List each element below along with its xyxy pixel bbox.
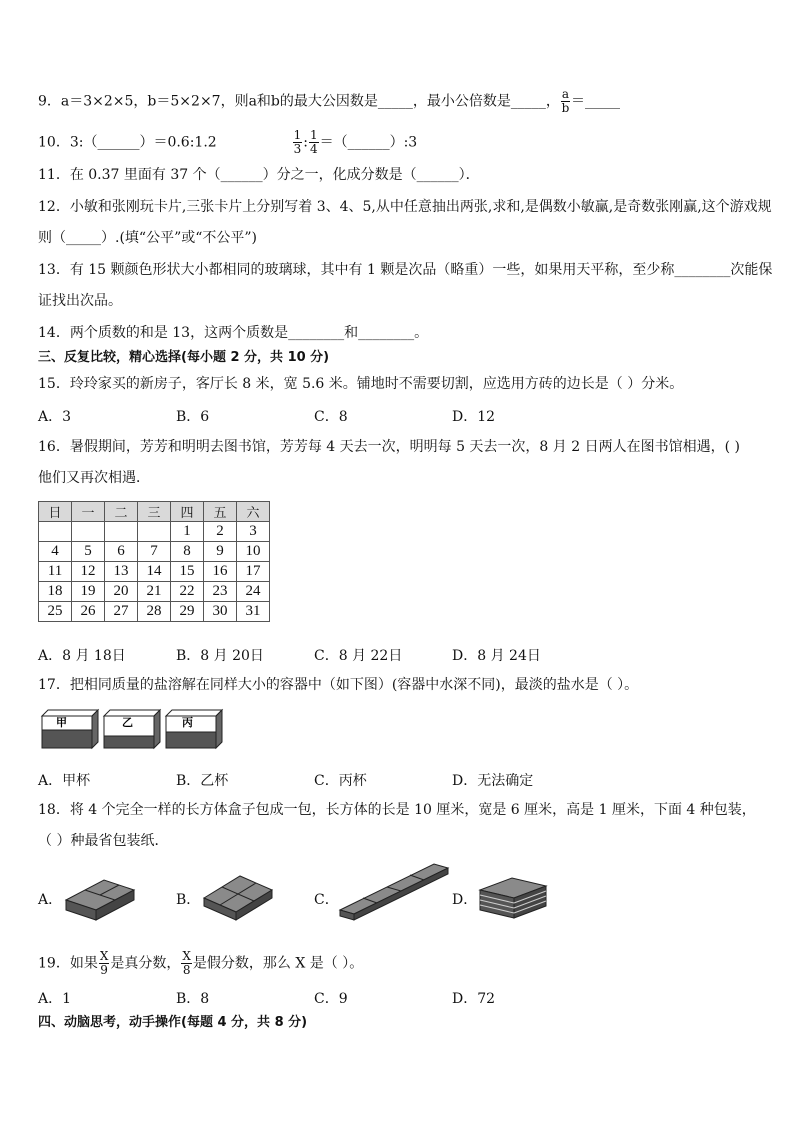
calendar-cell: 5 [72, 542, 105, 562]
q9-fraction: $\frac{a}{b}$ [561, 87, 570, 115]
q17-option-c[interactable]: C．丙杯 [314, 773, 367, 789]
calendar-row [39, 602, 270, 622]
calendar-cell: 15 [171, 562, 204, 582]
q18-package-c [336, 860, 452, 922]
q19-option-d[interactable]: D．72 [452, 991, 496, 1007]
calendar-cell [72, 522, 105, 542]
calendar-cell: 23 [204, 582, 237, 602]
calendar-cell: 24 [237, 582, 270, 602]
container-jia [42, 710, 98, 748]
container-yi [104, 710, 160, 748]
calendar-header-cell: 一 [72, 502, 105, 522]
calendar-cell: 19 [72, 582, 105, 602]
calendar-header-row [39, 502, 270, 522]
q18-package-a [62, 870, 138, 922]
container-label: 乙 [122, 716, 133, 729]
q18-package-d [476, 872, 552, 922]
calendar-cell [138, 522, 171, 542]
calendar-cell: 7 [138, 542, 171, 562]
q19 [38, 950, 363, 977]
q10-right: ＝（______）:3 [319, 134, 418, 151]
q16-option-a[interactable]: A．8 月 18日 [38, 648, 126, 664]
calendar-cell [39, 522, 72, 542]
q14: 14．两个质数的和是 13，这两个质数是________和________。 [38, 325, 429, 341]
q16-option-b[interactable]: B．8 月 20日 [176, 648, 264, 664]
calendar-header-cell: 日 [39, 502, 72, 522]
q12-line1: 12．小敏和张刚玩卡片,三张卡片上分别写着 3、4、5,从中任意抽出两张,求和,是偶数小敏赢,是奇数张刚赢,这个游戏规 [38, 199, 772, 215]
q10-left: 10．3:（______）＝0.6:1.2 [38, 134, 217, 151]
calendar-row [39, 522, 270, 542]
q17-option-b[interactable]: B．乙杯 [176, 773, 229, 789]
q17: 17．把相同质量的盐溶解在同样大小的容器中（如下图）(容器中水深不同)，最淡的盐水是（ ）。 [38, 677, 639, 693]
q16-option-d[interactable]: D．8 月 24日 [452, 648, 541, 664]
q19-mid: 是真分数， [110, 955, 181, 972]
calendar-row [39, 542, 270, 562]
q12-line2: 则（_____）.(填“公平”或“不公平”) [38, 230, 258, 246]
calendar-cell: 12 [72, 562, 105, 582]
calendar-cell: 28 [138, 602, 171, 622]
q18-line1: 18．将 4 个完全一样的长方体盒子包成一包，长方体的长是 10 厘米，宽是 6 厘米，高是 1 厘米，下面 4 种包装， [38, 802, 756, 818]
section4-heading: 四、动脑思考，动手操作(每题 4 分，共 8 分) [38, 1015, 308, 1030]
q17-containers-figure [38, 708, 228, 754]
container-bing [166, 710, 222, 748]
calendar-cell: 21 [138, 582, 171, 602]
q16-line1: 16．暑假期间，芳芳和明明去图书馆，芳芳每 4 天去一次，明明每 5 天去一次，8 月 2 日两人在图书馆相遇，( ) [38, 439, 740, 455]
q15-option-c[interactable]: C．8 [314, 409, 348, 425]
calendar-header-cell: 三 [138, 502, 171, 522]
q17-option-d[interactable]: D．无法确定 [452, 773, 534, 789]
calendar-row [39, 562, 270, 582]
calendar-cell: 6 [105, 542, 138, 562]
calendar-header-cell: 五 [204, 502, 237, 522]
q9-text: 9．a＝3×2×5，b＝5×2×7，则a和b的最大公因数是_____，最小公倍数是_____， [38, 93, 560, 110]
q19-option-b[interactable]: B．8 [176, 991, 210, 1007]
calendar-table [38, 501, 270, 622]
q15-option-a[interactable]: A．3 [38, 409, 72, 425]
q19-fraction-2: $\frac{X}{8}$ [182, 949, 191, 977]
calendar-header-cell: 六 [237, 502, 270, 522]
calendar-cell: 8 [171, 542, 204, 562]
container-label: 丙 [182, 716, 193, 729]
q9-tail: ＝_____ [571, 93, 621, 110]
calendar-cell: 22 [171, 582, 204, 602]
q15-option-b[interactable]: B．6 [176, 409, 210, 425]
q10-fraction-2: $\frac{1}{4}$ [309, 128, 318, 156]
q15: 15．玲玲家买的新房子，客厅长 8 米，宽 5.6 米。铺地时不需要切割，应选用方砖的边长是（ ）分米。 [38, 376, 684, 392]
q16-option-c[interactable]: C．8 月 22日 [314, 648, 403, 664]
calendar-header-cell: 二 [105, 502, 138, 522]
calendar-cell: 26 [72, 602, 105, 622]
container-label: 甲 [56, 716, 67, 729]
calendar-cell: 18 [39, 582, 72, 602]
q19-option-c[interactable]: C．9 [314, 991, 348, 1007]
calendar-cell: 16 [204, 562, 237, 582]
q19-fraction-1: $\frac{X}{9}$ [99, 949, 109, 977]
calendar-cell: 10 [237, 542, 270, 562]
calendar-cell: 11 [39, 562, 72, 582]
q10-fraction-1: $\frac{1}{3}$ [293, 128, 302, 156]
q13-line1: 13．有 15 颗颜色形状大小都相同的玻璃球，其中有 1 颗是次品（略重）一些，如果用天平称，至少称________次能保 [38, 262, 773, 278]
calendar-cell: 17 [237, 562, 270, 582]
q19-option-a[interactable]: A．1 [38, 991, 72, 1007]
calendar-cell: 2 [204, 522, 237, 542]
q18-option-a[interactable]: A． [38, 892, 63, 908]
calendar-cell: 3 [237, 522, 270, 542]
q18-option-b[interactable]: B． [176, 892, 201, 908]
q16-line2: 他们又再次相遇． [38, 470, 150, 486]
q10 [38, 129, 417, 156]
calendar-cell: 31 [237, 602, 270, 622]
q17-option-a[interactable]: A．甲杯 [38, 773, 91, 789]
q19-pre: 19．如果 [38, 955, 98, 972]
q18-package-b [200, 868, 276, 922]
calendar-cell: 29 [171, 602, 204, 622]
q18-option-c[interactable]: C． [314, 892, 339, 908]
calendar-row [39, 582, 270, 602]
calendar-cell: 27 [105, 602, 138, 622]
calendar-cell: 1 [171, 522, 204, 542]
q10-colon: : [303, 134, 308, 151]
calendar-cell: 13 [105, 562, 138, 582]
q18-line2: （ ）种最省包装纸． [38, 833, 169, 849]
calendar-cell: 20 [105, 582, 138, 602]
q11: 11．在 0.37 里面有 37 个（______）分之一，化成分数是（______）． [38, 167, 480, 183]
q9 [38, 88, 620, 115]
calendar-cell: 4 [39, 542, 72, 562]
section3-heading: 三、反复比较，精心选择(每小题 2 分，共 10 分) [38, 350, 330, 365]
calendar-header-cell: 四 [171, 502, 204, 522]
q15-option-d[interactable]: D．12 [452, 409, 496, 425]
q19-post: 是假分数，那么 X 是（ ）。 [192, 955, 364, 972]
calendar-cell [105, 522, 138, 542]
calendar-cell: 25 [39, 602, 72, 622]
q18-option-d[interactable]: D． [452, 892, 478, 908]
calendar-cell: 9 [204, 542, 237, 562]
calendar-cell: 30 [204, 602, 237, 622]
q13-line2: 证找出次品。 [38, 293, 122, 309]
calendar-cell: 14 [138, 562, 171, 582]
